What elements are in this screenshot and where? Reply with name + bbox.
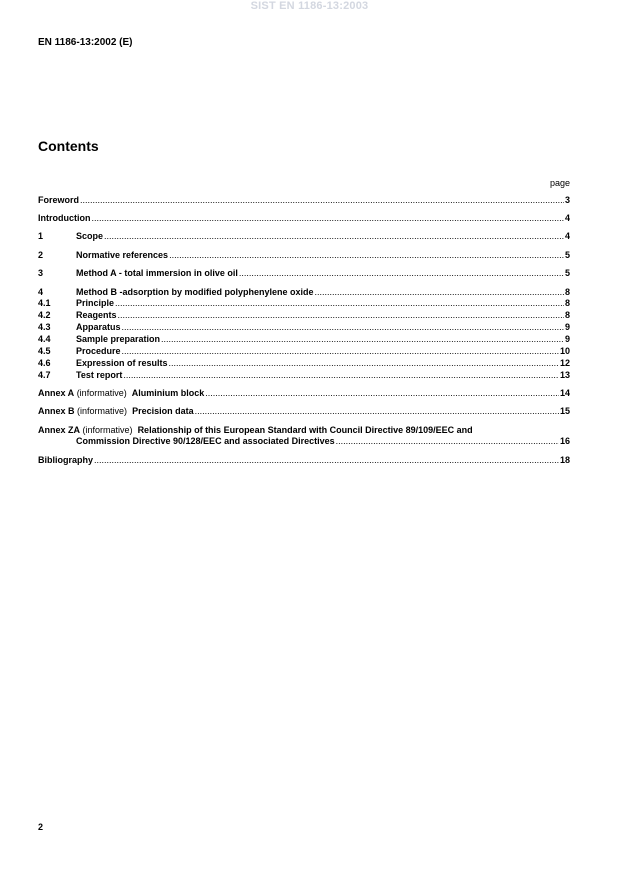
toc-number: 2 [38, 250, 44, 260]
toc-title: Method B -adsorption by modified polyphenylene oxide [76, 287, 314, 297]
toc-title: Procedure [76, 346, 121, 356]
toc-leader [122, 346, 559, 357]
toc-number: 4.5 [38, 346, 51, 356]
toc-entry-test-report[interactable] [38, 370, 570, 381]
toc-page: 14 [559, 388, 570, 398]
toc-page: 3 [564, 195, 570, 205]
contents-heading: Contents [38, 138, 99, 154]
toc-leader [94, 455, 559, 466]
toc-title-line1: Relationship of this European Standard with Council Directive 89/109/EEC and [137, 425, 473, 435]
toc-title: Test report [76, 370, 123, 380]
toc-leader [161, 334, 564, 345]
toc-number: 3 [38, 268, 44, 278]
toc-page: 8 [564, 287, 570, 297]
toc-entry-apparatus[interactable] [38, 322, 570, 333]
toc-page: 8 [564, 298, 570, 308]
toc-title: Aluminium block [131, 388, 205, 398]
toc-entry-sample-preparation[interactable] [38, 334, 570, 345]
toc-title: Bibliography [38, 455, 94, 465]
annex-label: Annex A [38, 388, 75, 398]
annex-type: (informative) [77, 406, 128, 416]
toc-entry-principle[interactable] [38, 298, 570, 309]
toc-title-line2: Commission Directive 90/128/EEC and associated Directives [76, 436, 335, 446]
toc-leader [336, 436, 559, 447]
toc-number: 4.7 [38, 370, 51, 380]
toc-entry-annex-za[interactable] [38, 425, 570, 446]
toc-page: 18 [559, 455, 570, 465]
toc-page: 4 [564, 213, 570, 223]
toc-leader [122, 322, 564, 333]
toc-page: 16 [559, 436, 570, 446]
toc-number: 1 [38, 231, 44, 241]
toc-page: 8 [564, 310, 570, 320]
annex-type: (informative) [82, 425, 133, 435]
annex-za-line1 [38, 425, 570, 436]
toc-entry-bibliography[interactable] [38, 455, 570, 466]
toc-entry-annex-a[interactable] [38, 388, 570, 399]
toc-page: 15 [559, 406, 570, 416]
toc-leader [195, 406, 559, 417]
annex-za-line2 [38, 436, 570, 447]
toc-number: 4 [38, 287, 44, 297]
toc-number: 4.1 [38, 298, 51, 308]
toc-leader [80, 195, 564, 206]
toc-entry-method-b[interactable] [38, 287, 570, 298]
toc-title: Precision data [132, 406, 194, 416]
toc-entry-annex-b[interactable] [38, 406, 570, 417]
toc-title: Foreword [38, 195, 80, 205]
toc-title: Sample preparation [76, 334, 161, 344]
toc-leader [104, 231, 564, 242]
toc-leader [118, 310, 564, 321]
annex-type: (informative) [76, 388, 127, 398]
toc-number: 4.4 [38, 334, 51, 344]
toc-page: 5 [564, 250, 570, 260]
watermark: SIST EN 1186-13:2003 [250, 0, 369, 12]
toc-title: Principle [76, 298, 115, 308]
toc-title: Expression of results [76, 358, 168, 368]
toc-number: 4.3 [38, 322, 51, 332]
toc-page: 4 [564, 231, 570, 241]
toc-title: Introduction [38, 213, 91, 223]
toc-entry-reagents[interactable] [38, 310, 570, 321]
toc-entry-introduction[interactable] [38, 213, 570, 224]
page-column-label: page [549, 178, 570, 188]
toc-title: Normative references [76, 250, 169, 260]
toc-title: Apparatus [76, 322, 121, 332]
annex-label: Annex B [38, 406, 75, 416]
toc-leader [239, 268, 564, 279]
toc-entry-method-a[interactable] [38, 268, 570, 279]
toc-page: 9 [564, 322, 570, 332]
toc-title: Method A - total immersion in olive oil [76, 268, 238, 278]
toc-leader [169, 358, 559, 369]
toc-entry-foreword[interactable] [38, 195, 570, 206]
toc-entry-normative-references[interactable] [38, 250, 570, 261]
annex-label: Annex ZA [38, 425, 81, 435]
toc-page: 9 [564, 334, 570, 344]
toc-page: 12 [559, 358, 570, 368]
toc-leader [315, 287, 564, 298]
toc-page: 10 [559, 346, 570, 356]
page-number: 2 [38, 822, 44, 832]
toc-page: 13 [559, 370, 570, 380]
toc-title: Reagents [76, 310, 117, 320]
toc-entry-scope[interactable] [38, 231, 570, 242]
toc-leader [169, 250, 564, 261]
toc-number: 4.2 [38, 310, 51, 320]
toc-entry-procedure[interactable] [38, 346, 570, 357]
toc-leader [205, 388, 559, 399]
toc-page: 5 [564, 268, 570, 278]
document-id: EN 1186-13:2002 (E) [38, 37, 133, 48]
toc-number: 4.6 [38, 358, 51, 368]
toc-entry-expression-of-results[interactable] [38, 358, 570, 369]
toc-leader [92, 213, 564, 224]
toc-leader [123, 370, 559, 381]
toc-title: Scope [76, 231, 104, 241]
toc-leader [115, 298, 564, 309]
